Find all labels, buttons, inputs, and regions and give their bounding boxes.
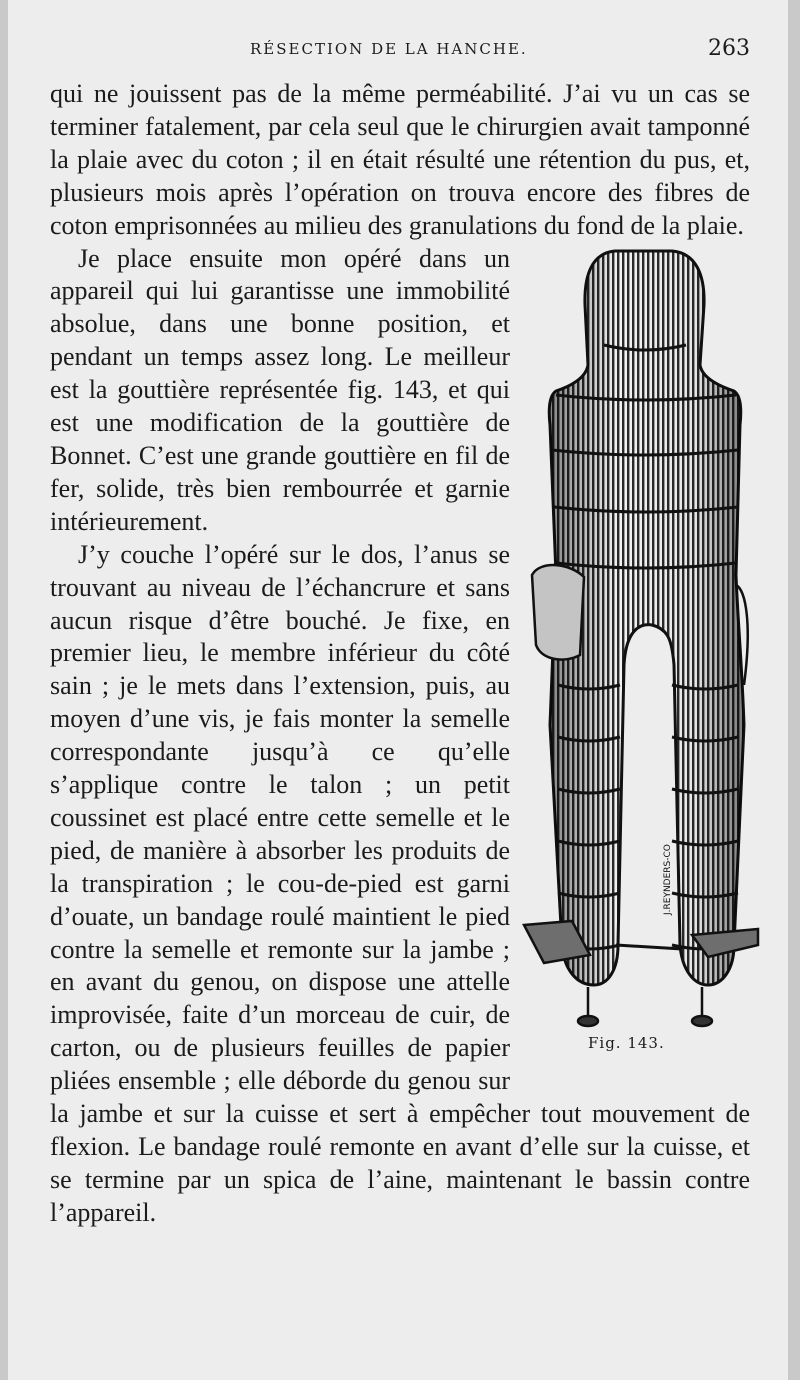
book-page: [8, 0, 788, 1380]
body-text: [50, 78, 750, 1230]
engraver-signature: J.REYNDERS-CO: [663, 843, 673, 915]
page-header: [8, 36, 788, 68]
running-title: RÉSECTION DE LA HANCHE.: [250, 40, 528, 58]
paragraph-2: Je place ensuite mon opéré dans un appareil qui lui garantisse une immobilité absolue, dans une bonne position, et pendant un temps assez long. Le meilleur est la gouttière représentée fig. 143, et qui est une modification de la gouttière de Bonnet. C’est une grande gouttière en fil de fer, solide, très bien rembourrée et garnie intérieurement.: [50, 243, 510, 536]
page-number: 263: [708, 36, 750, 61]
thigh-pad-left: [532, 565, 584, 660]
paragraph-3: J’y couche l’opéré sur le dos, l’anus se trouvant au niveau de l’échancrure et sans aucun risque d’être bouché. Je fixe, en premier lieu, le membre inférieur du côté sain ; je le mets dans l’extension, puis, au moyen d’une vis, je fais monter la semelle correspondante jusqu’à ce qu’elle s’applique contre le talon ; un petit coussinet est placé entre cette semelle et le pied, de manière à absorber les produits de la transpiration ; le cou-de-pied est garni d’ouate, un bandage roulé maintient le pied contre la semelle et remonte sur la jambe ; en avant du genou, on dispose une attelle improvisée, faite d’un morceau de cuir, de carton, ou de plusieurs feuilles de papier pliées ensemble ; elle déborde du genou sur la jambe et sur la cuisse et sert à empêcher tout mouvement de flexion. Le bandage roulé remonte en avant d’elle sur la cuisse, et se termine par un spica de l’aine, maintenant le bassin contre l’appareil.: [50, 539, 750, 1227]
figure-caption: Fig. 143.: [588, 1033, 665, 1052]
wire-splint-illustration: [522, 245, 762, 1045]
paragraph-1: qui ne jouissent pas de la même perméabilité. J’ai vu un cas se terminer fatalement, par cela seul que le chirurgien avait tamponné la plaie avec du coton ; il en était résulté une rétention du pus, et, plusieurs mois après l’opération on trouva encore des fibres de coton emprisonnées au milieu des granulations du fond de la plaie.: [50, 79, 750, 240]
figure-143: [522, 245, 762, 1085]
